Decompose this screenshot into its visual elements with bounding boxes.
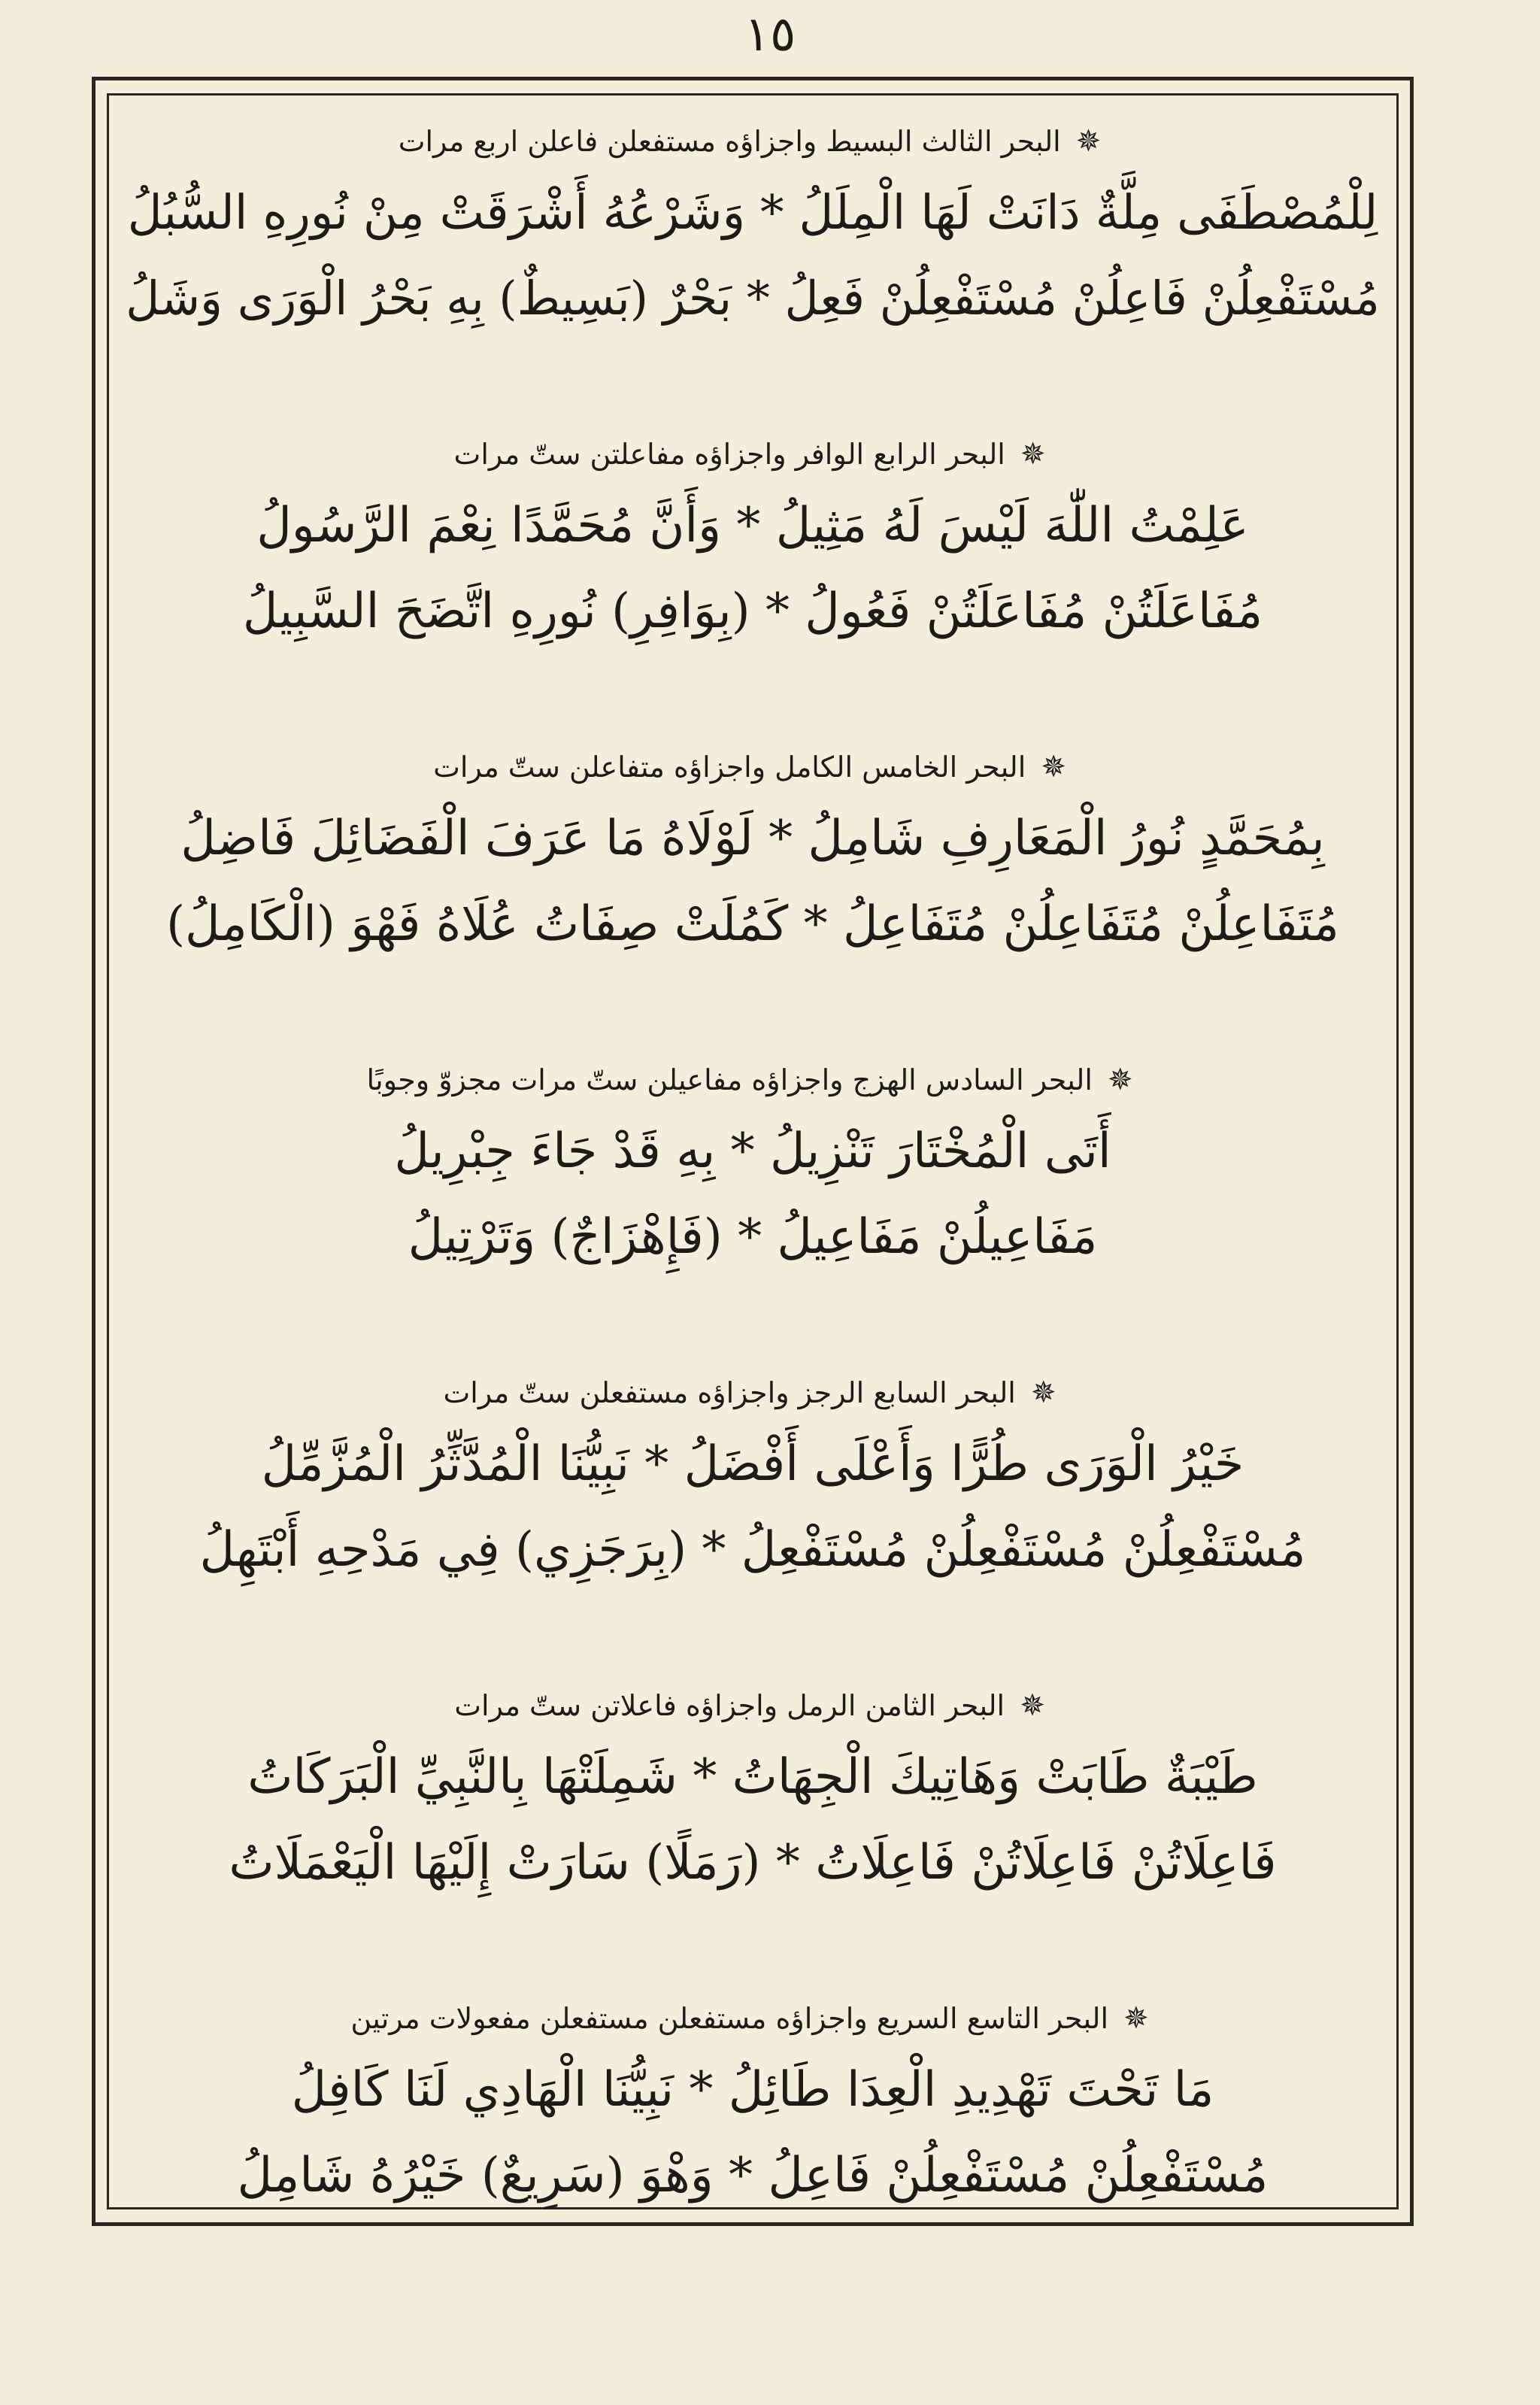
section-kamil: [120, 738, 1385, 1051]
verse-line: خَيْرُ الْوَرَى طُرًّا وَأَعْلَى أَفْضَلُ * نَبِيُّنَا الْمُدَّثِّرُ الْمُزَّمِّلُ: [261, 1436, 1244, 1492]
star-ornament-icon: ✵: [1123, 2001, 1149, 2036]
verse-line: مُفَاعَلَتُنْ مُفَاعَلَتُنْ فَعُولُ * (بِوَافِرِ) نُورِهِ اتَّضَحَ السَّبِيلُ: [242, 584, 1263, 639]
verse-line: عَلِمْتُ اللّٰهَ لَيْسَ لَهُ مَثِيلُ * وَأَنَّ مُحَمَّدًا نِعْمَ الرَّسُولُ: [256, 498, 1249, 553]
section-ramal: [120, 1677, 1385, 1990]
section-heading-text: البحر السادس الهزج واجزاؤه مفاعيلن ستّ مرات مجزوّ وجوبًا: [366, 1063, 1093, 1096]
star-ornament-icon: ✵: [1108, 1063, 1133, 1097]
section-heading: [120, 1990, 1385, 2047]
page-number: ١٥: [744, 7, 796, 62]
star-ornament-icon: ✵: [1075, 124, 1102, 159]
star-ornament-icon: ✵: [1030, 1375, 1056, 1410]
star-ornament-icon: ✵: [1041, 750, 1066, 784]
verse-line: مُسْتَفْعِلُنْ مُسْتَفْعِلُنْ مُسْتَفْعِلُ * (بِرَجَزِي) فِي مَدْحِهِ أَبْتَهِلُ: [199, 1522, 1306, 1578]
section-rajaz: [120, 1364, 1385, 1677]
section-basit: [120, 113, 1385, 426]
verse-line: لِلْمُصْطَفَى مِلَّةٌ دَانَتْ لَهَا الْمِلَلُ * وَشَرْعُهُ أَشْرَقَتْ مِنْ نُورِهِ السُّبُلُ: [127, 185, 1378, 240]
section-heading: [120, 426, 1385, 483]
verse-line: مَفَاعِيلُنْ مَفَاعِيلُ * (فَإِهْزَاجٌ) وَتَرْتِيلُ: [408, 1209, 1098, 1265]
section-heading: [120, 738, 1385, 796]
section-sari: [120, 1990, 1385, 2303]
verse-line: مُتَفَاعِلُنْ مُتَفَاعِلُنْ مُتَفَاعِلُ * كَمُلَتْ صِفَاتُ عُلَاهُ فَهْوَ (الْكَامِلُ): [166, 896, 1339, 952]
section-wafir: [120, 426, 1385, 738]
section-heading: [120, 1677, 1385, 1734]
verse-line: فَاعِلَاتُنْ فَاعِلَاتُنْ فَاعِلَاتُ * (رَمَلًا) سَارَتْ إِلَيْهَا الْيَعْمَلَاتُ: [229, 1835, 1277, 1891]
section-heading-text: البحر التاسع السريع واجزاؤه مستفعلن مستفعلن مفعولات مرتين: [350, 2002, 1109, 2035]
verse-line: مَا تَحْتَ تَهْدِيدِ الْعِدَا طَائِلُ * نَبِيُّنَا الْهَادِي لَنَا كَافِلُ: [291, 2062, 1214, 2118]
verse-line: بِمُحَمَّدٍ نُورُ الْمَعَارِفِ شَامِلُ * لَوْلَاهُ مَا عَرَفَ الْفَضَائِلَ فَاضِلُ: [180, 811, 1325, 866]
star-ornament-icon: ✵: [1020, 1688, 1045, 1723]
section-heading-text: البحر الخامس الكامل واجزاؤه متفاعلن ستّ مرات: [433, 751, 1026, 784]
section-heading: [120, 1051, 1385, 1108]
verse-line: مُسْتَفْعِلُنْ مُسْتَفْعِلُنْ فَاعِلُ * وَهْوَ (سَرِيعٌ) خَيْرُهُ شَامِلُ: [237, 2148, 1269, 2203]
section-heading-text: البحر الثامن الرمل واجزاؤه فاعلاتن ستّ مرات: [454, 1689, 1005, 1722]
section-heading-text: البحر السابع الرجز واجزاؤه مستفعلن ستّ مرات: [443, 1376, 1016, 1409]
section-heading-text: البحر الرابع الوافر واجزاؤه مفاعلتن ستّ مرات: [453, 438, 1005, 471]
verse-line: أَتَى الْمُخْتَارَ تَنْزِيلُ * بِهِ قَدْ جَاءَ جِبْرِيلُ: [394, 1124, 1111, 1179]
star-ornament-icon: ✵: [1020, 437, 1046, 472]
poem-body: [120, 113, 1385, 2203]
section-heading-text: البحر الثالث البسيط واجزاؤه مستفعلن فاعلن اربع مرات: [398, 125, 1061, 158]
section-heading: [120, 113, 1385, 170]
verse-line: طَيْبَةٌ طَابَتْ وَهَاتِيكَ الْجِهَاتُ * شَمِلَتْهَا بِالنَّبِيِّ الْبَرَكَاتُ: [247, 1749, 1258, 1805]
verse-line: مُسْتَفْعِلُنْ فَاعِلُنْ مُسْتَفْعِلُنْ فَعِلُ * بَحْرٌ (بَسِيطٌ) بِهِ بَحْرُ الْوَرَى وَشَلُ: [126, 271, 1380, 326]
section-heading: [120, 1364, 1385, 1421]
section-hazaj: [120, 1051, 1385, 1364]
